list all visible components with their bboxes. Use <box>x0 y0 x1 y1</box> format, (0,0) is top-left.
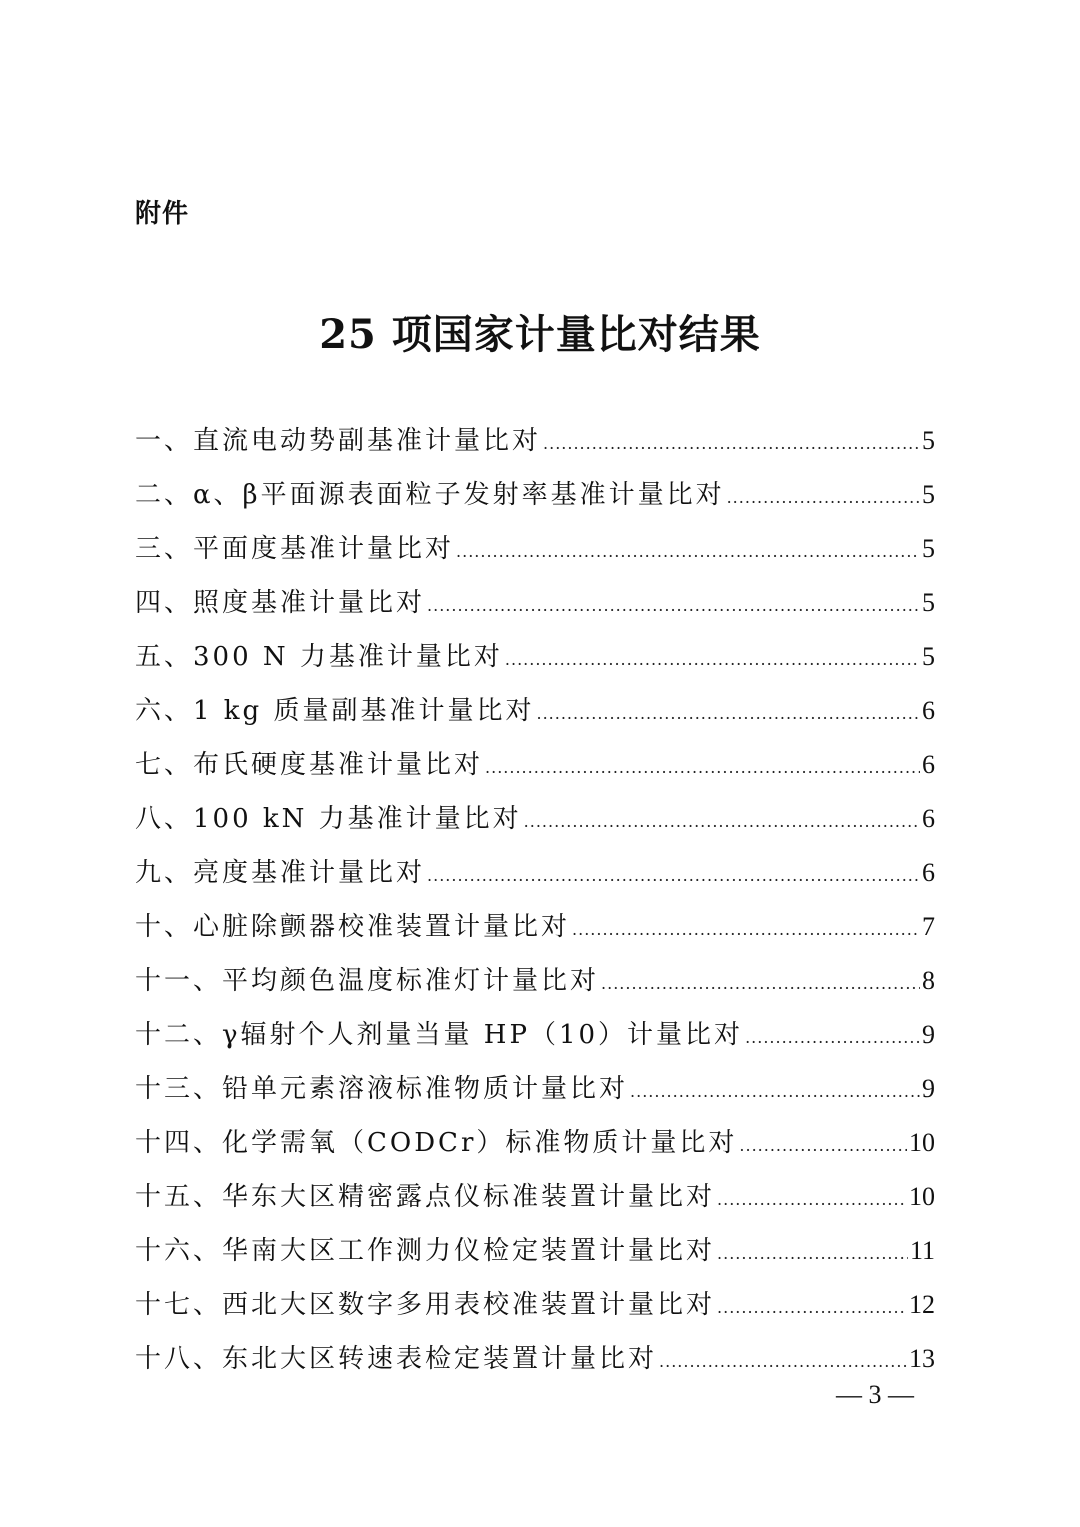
toc-item-label: 七、布氏硬度基准计量比对 <box>135 750 484 780</box>
toc-item-label: 十八、东北大区转速表检定装置计量比对 <box>135 1344 658 1374</box>
attachment-label: 附件 <box>135 199 190 229</box>
toc-item-label: 六、1 kg 质量副基准计量比对 <box>135 696 535 726</box>
toc-item-11[interactable] <box>135 954 935 1008</box>
toc-item-5[interactable] <box>135 630 935 684</box>
toc-item-page: 5 <box>922 588 935 617</box>
toc-item-page: 6 <box>922 750 935 779</box>
toc-dot-leader <box>456 525 920 579</box>
toc-dot-leader <box>717 1227 908 1281</box>
toc-dot-leader <box>572 903 920 957</box>
table-of-contents <box>135 414 935 1386</box>
toc-item-label: 五、300 N 力基准计量比对 <box>135 642 503 672</box>
toc-item-7[interactable] <box>135 738 935 792</box>
toc-dot-leader <box>745 1011 920 1065</box>
toc-item-label: 三、平面度基准计量比对 <box>135 534 455 564</box>
toc-item-label: 九、亮度基准计量比对 <box>135 858 426 888</box>
toc-item-page: 7 <box>922 912 935 941</box>
toc-dot-leader <box>543 417 920 471</box>
toc-dot-leader <box>524 795 920 849</box>
toc-item-label: 八、100 kN 力基准计量比对 <box>135 804 522 834</box>
toc-item-label: 一、直流电动势副基准计量比对 <box>135 426 542 456</box>
toc-item-page: 5 <box>922 534 935 563</box>
toc-item-page: 12 <box>909 1290 935 1319</box>
toc-item-16[interactable] <box>135 1224 935 1278</box>
toc-item-page: 8 <box>922 966 935 995</box>
toc-item-page: 6 <box>922 804 935 833</box>
toc-item-page: 13 <box>909 1344 935 1373</box>
toc-item-4[interactable] <box>135 576 935 630</box>
toc-item-page: 9 <box>922 1020 935 1049</box>
toc-item-3[interactable] <box>135 522 935 576</box>
toc-item-page: 5 <box>922 426 935 455</box>
toc-item-10[interactable] <box>135 900 935 954</box>
toc-dot-leader <box>717 1281 907 1335</box>
toc-dot-leader <box>505 633 920 687</box>
toc-item-2[interactable] <box>135 468 935 522</box>
toc-item-12[interactable] <box>135 1008 935 1062</box>
toc-dot-leader <box>427 849 920 903</box>
toc-item-label: 十五、华东大区精密露点仪标准装置计量比对 <box>135 1182 716 1212</box>
toc-item-label: 十、心脏除颤器校准装置计量比对 <box>135 912 571 942</box>
toc-item-page: 9 <box>922 1074 935 1103</box>
toc-item-page: 5 <box>922 480 935 509</box>
toc-dot-leader <box>630 1065 920 1119</box>
toc-item-label: 十二、γ辐射个人剂量当量 HP（10）计量比对 <box>135 1020 744 1050</box>
toc-item-page: 5 <box>922 642 935 671</box>
toc-item-18[interactable] <box>135 1332 935 1386</box>
toc-item-9[interactable] <box>135 846 935 900</box>
toc-item-label: 二、α、β平面源表面粒子发射率基准计量比对 <box>135 480 725 510</box>
toc-item-15[interactable] <box>135 1170 935 1224</box>
toc-dot-leader <box>601 957 920 1011</box>
toc-item-label: 十六、华南大区工作测力仪检定装置计量比对 <box>135 1236 716 1266</box>
document-title: 25 项国家计量比对结果 <box>319 311 761 358</box>
toc-item-label: 十七、西北大区数字多用表校准装置计量比对 <box>135 1290 716 1320</box>
toc-dot-leader <box>427 579 920 633</box>
toc-dot-leader <box>485 741 920 795</box>
toc-item-6[interactable] <box>135 684 935 738</box>
toc-item-13[interactable] <box>135 1062 935 1116</box>
toc-item-label: 十四、化学需氧（CODCr）标准物质计量比对 <box>135 1128 738 1158</box>
toc-item-17[interactable] <box>135 1278 935 1332</box>
toc-dot-leader <box>727 471 920 525</box>
toc-item-page: 6 <box>922 696 935 725</box>
toc-item-label: 十一、平均颜色温度标准灯计量比对 <box>135 966 600 996</box>
toc-item-page: 10 <box>909 1128 935 1157</box>
toc-item-page: 6 <box>922 858 935 887</box>
toc-item-page: 10 <box>909 1182 935 1211</box>
toc-item-1[interactable] <box>135 414 935 468</box>
toc-dot-leader <box>536 687 920 741</box>
toc-dot-leader <box>739 1119 907 1173</box>
toc-dot-leader <box>717 1173 907 1227</box>
toc-item-8[interactable] <box>135 792 935 846</box>
toc-item-page: 11 <box>909 1236 935 1265</box>
toc-item-label: 十三、铅单元素溶液标准物质计量比对 <box>135 1074 629 1104</box>
toc-item-label: 四、照度基准计量比对 <box>135 588 426 618</box>
page-number: — 3 — <box>836 1380 914 1409</box>
toc-item-14[interactable] <box>135 1116 935 1170</box>
